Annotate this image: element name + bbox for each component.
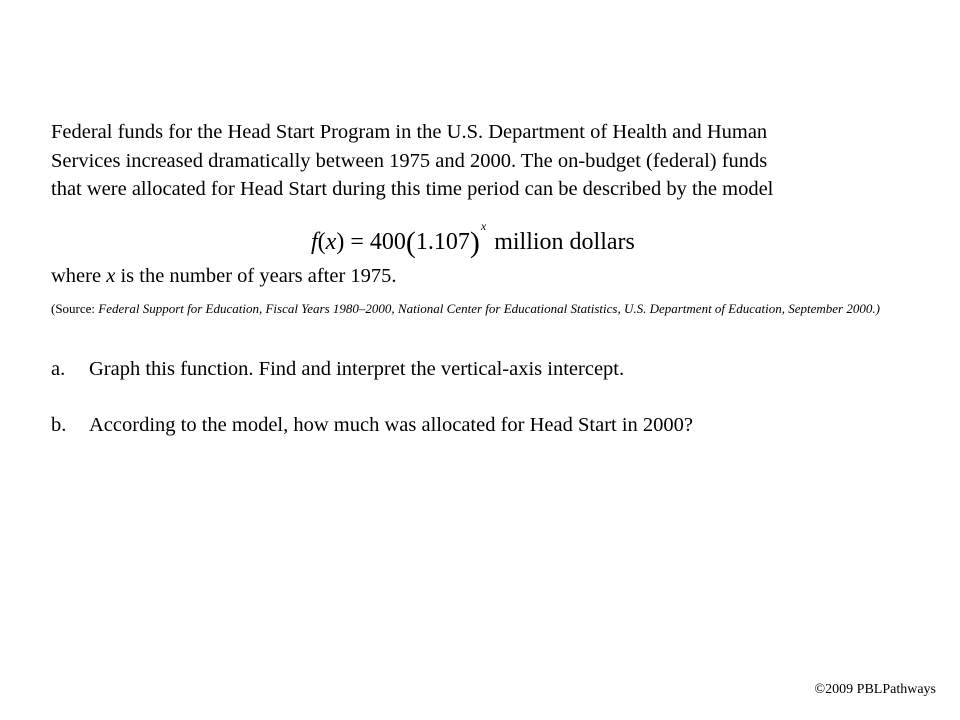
intro-line-1: Federal funds for the Head Start Program in the U.S. Department of Health and Human bbox=[51, 121, 768, 143]
where-variable: x bbox=[106, 265, 116, 287]
formula-exponent: x bbox=[480, 219, 487, 233]
question-letter: a. bbox=[51, 358, 66, 380]
formula-open-paren: ( bbox=[405, 226, 416, 259]
question-letter: b. bbox=[51, 414, 67, 436]
intro-line-3: that were allocated for Head Start during this time period can be described by the model bbox=[51, 178, 774, 200]
source-title: Federal Support for Education, Fiscal Years 1980–2000, National Center for Educational Statistics, U.S. Department of Education, September 2000.) bbox=[98, 301, 880, 316]
formula-variable: x bbox=[325, 229, 337, 255]
question-item bbox=[51, 411, 693, 439]
model-formula bbox=[311, 216, 635, 263]
formula-left-paren: ( bbox=[317, 229, 326, 255]
formula-base: 1.107 bbox=[415, 229, 470, 255]
question-text: Graph this function. Find and interpret the vertical-axis intercept. bbox=[89, 358, 625, 380]
formula-right-paren: ) bbox=[336, 229, 345, 255]
variable-definition bbox=[51, 262, 397, 290]
question-list bbox=[51, 355, 693, 467]
formula-function-name: f bbox=[311, 229, 318, 255]
question-text: According to the model, how much was allocated for Head Start in 2000? bbox=[89, 414, 694, 436]
intro-line-2: Services increased dramatically between 1975 and 2000. The on-budget (federal) funds bbox=[51, 149, 768, 172]
where-prefix: where bbox=[51, 265, 107, 287]
question-item bbox=[51, 355, 693, 383]
formula-coefficient: = 400 bbox=[344, 229, 406, 255]
problem-intro bbox=[51, 118, 921, 204]
formula-unit: million dollars bbox=[494, 229, 635, 255]
where-suffix: is the number of years after 1975. bbox=[115, 265, 397, 287]
source-open: (Source: bbox=[51, 301, 99, 316]
copyright-notice: ©2009 PBLPathways bbox=[814, 682, 936, 697]
formula-close-paren: ) bbox=[469, 226, 480, 259]
source-citation bbox=[51, 298, 896, 319]
